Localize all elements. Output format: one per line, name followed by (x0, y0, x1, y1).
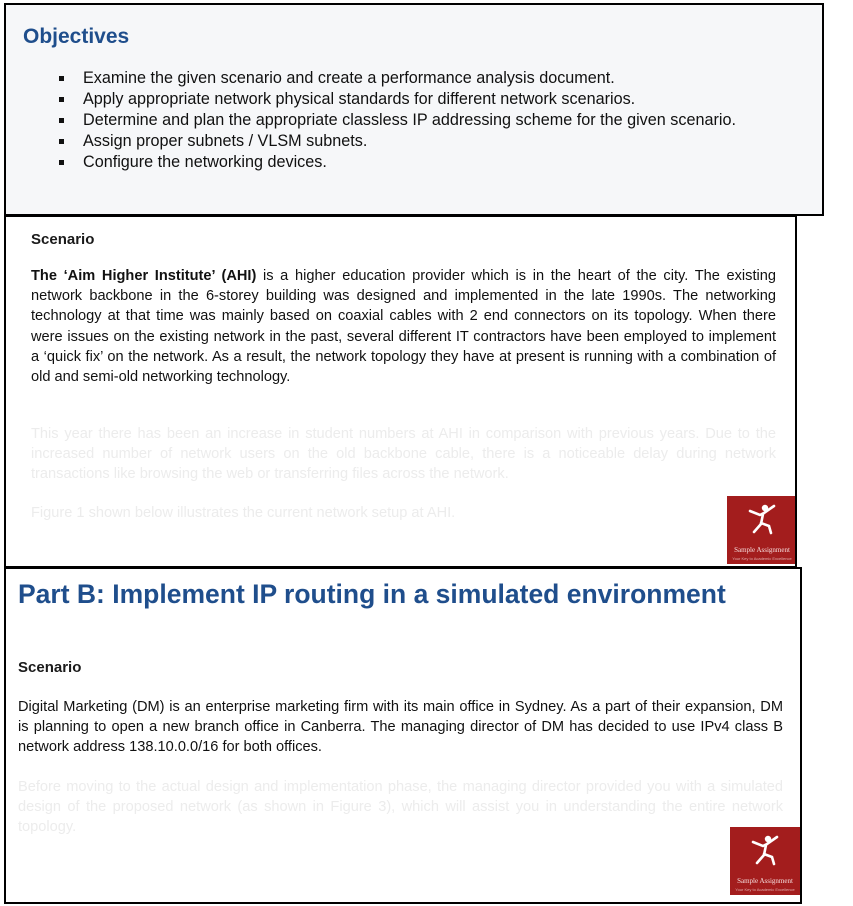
part-b-title: Part B: Implement IP routing in a simulated environment (18, 579, 726, 609)
faded-paragraph: Before moving to the actual design and implementation phase, the managing director provided you with a simulated design of the proposed network (as shown in Figure 3), which will assist you in understanding the entire network topology. (18, 779, 783, 836)
figure-icon (744, 502, 780, 536)
scenario-paragraph (31, 266, 776, 387)
logo-text: Sample Assignment (737, 877, 793, 885)
institute-name: The ‘Aim Higher Institute’ (AHI) (31, 268, 257, 284)
objective-item: Configure the networking devices. (56, 152, 791, 173)
scenario-paragraph-text: is a higher education provider which is in the heart of the city. The existing network backbone in the 6-storey building was designed and implemented in the late 1990s. The networking technology at that time was mainly based on coaxial cables with 2 end connectors on its topology. When there were issues on the existing network in the past, several different IT contractors have been employed to implement a ‘quick fix’ on the network. As a result, the network topology they have at present is running with a combination of old and semi-old networking technology. (31, 268, 776, 386)
sample-assignment-logo (727, 496, 797, 564)
ahi-scenario-panel (4, 215, 797, 568)
scenario-heading: Scenario (18, 659, 82, 676)
logo-subtext: Your Key to Academic Excellence (732, 556, 792, 561)
logo-subtext: Your Key to Academic Excellence (735, 887, 795, 892)
objective-item: Examine the given scenario and create a performance analysis document. (56, 68, 791, 89)
objective-item: Assign proper subnets / VLSM subnets. (56, 131, 791, 152)
faded-figure-line: Figure 1 shown below illustrates the current network setup at AHI. (31, 505, 456, 521)
objective-item: Apply appropriate network physical standards for different network scenarios. (56, 89, 791, 110)
objective-item: Determine and plan the appropriate classless IP addressing scheme for the given scenario. (56, 110, 791, 131)
dm-scenario-paragraph: Digital Marketing (DM) is an enterprise marketing firm with its main office in Sydney. As a part of their expansion, DM is planning to open a new branch office in Canberra. The managing director of DM has decided to use IPv4 class B network address 138.10.0.0/16 for both offices. (18, 699, 783, 756)
sample-assignment-logo (730, 827, 800, 895)
figure-icon (747, 833, 783, 867)
faded-paragraph: This year there has been an increase in student numbers at AHI in comparison with previous years. Due to the increased number of network users on the old backbone cable, there is a noticeable delay during network transactions like browsing the web or transferring files across the network. (31, 426, 776, 483)
logo-text: Sample Assignment (734, 546, 790, 554)
objectives-panel (4, 3, 824, 216)
part-b-panel (4, 567, 802, 904)
objectives-list (56, 68, 791, 173)
objectives-title: Objectives (23, 25, 130, 48)
scenario-heading: Scenario (31, 231, 95, 248)
